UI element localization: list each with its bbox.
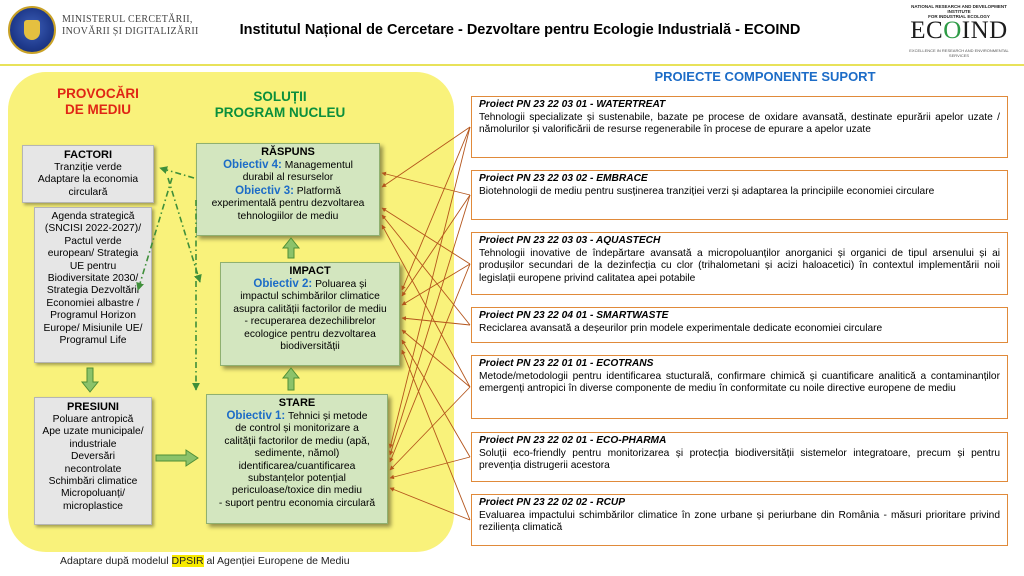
box-heading: FACTORI — [63, 149, 113, 161]
raspuns-to-factori-arrow — [160, 168, 194, 178]
box-line: Economiei albastre / — [46, 297, 140, 309]
box-line: biodiversității — [280, 341, 340, 353]
connector-eco-pharma-impact — [402, 340, 470, 457]
box-line: Strategia Dezvoltării — [46, 285, 140, 297]
box-line: Programul Life — [59, 335, 127, 347]
box-line: - suport pentru economia circulară — [218, 497, 376, 509]
box-line: european/ Strategia — [47, 248, 139, 260]
box-line: necontrolate — [64, 463, 122, 475]
ecoind-tagline-line: FOR INDUSTRIAL ECOLOGY — [928, 14, 990, 19]
objective-text: Managementul — [281, 160, 353, 171]
project-description: Tehnologii specializate și sustenabile, bazate pe procese de oxidare avansată, destinate epurării apelor uzate / nămolurilor și valorificării de resurse regenerabile în procese de epurare a apelor uzate — [479, 111, 1000, 135]
objective-label: Obiectiv 4: — [223, 159, 282, 171]
connector-aquastech-stare — [390, 264, 470, 462]
box-heading: RĂSPUNS — [261, 146, 315, 158]
box-line: Poluare antropică — [52, 414, 134, 425]
footer-text: Adaptare după modelul — [60, 555, 172, 567]
projects-title: PROIECTE COMPONENTE SUPORT — [654, 69, 876, 84]
ecoind-tagline-line: NATIONAL RESEARCH AND DEVELOPMENT INSTITUTE — [911, 4, 1007, 14]
connector-watertreat-impact — [402, 127, 470, 290]
box-line: Tranziție verde — [54, 162, 122, 173]
box-line: - recuperarea dezechilibrelor — [244, 316, 376, 328]
project-title: Proiect PN 23 22 02 01 - ECO-PHARMA — [479, 435, 667, 446]
footer-highlight: DPSIR — [171, 555, 204, 567]
project-description: Reciclarea avansată a deșeurilor prin modele experimentale dedicate economiei circulare — [479, 322, 883, 334]
box-line: substanțelor potențial — [248, 473, 346, 485]
connector-watertreat-raspuns — [382, 127, 470, 187]
objective-text: Poluarea și — [312, 279, 367, 290]
box-line: ecologice pentru dezvoltarea — [244, 328, 376, 340]
wordmark-part: O — [943, 17, 962, 44]
box-line: Schimbări climatice — [48, 476, 138, 488]
project-description: Evaluarea impactului schimbărilor climatice în zone urbane și periurbane din România - măsuri prioritare privind reziliența climatică — [479, 509, 1000, 533]
box-line: periculoase/toxice din mediu — [232, 485, 362, 497]
box-line: (SNCISI 2022-2027)/ — [44, 223, 142, 235]
connector-rcup-stare — [390, 488, 470, 520]
box-line: identificarea/cuantificarea — [238, 460, 356, 472]
box-heading: PRESIUNI — [67, 401, 119, 413]
impact-to-raspuns-arrow — [283, 238, 299, 258]
project-title: Proiect PN 23 22 03 03 - AQUASTECH — [479, 235, 661, 246]
title-line: SOLUȚII — [253, 89, 307, 104]
box-line: circulară — [68, 186, 108, 198]
box-line: Pactul verde — [64, 235, 122, 247]
wordmark-part: EC — [910, 17, 944, 44]
project-description: Biotehnologii de mediu pentru susținerea tranziției verzi și adaptarea la principiile economiei circulare — [479, 185, 935, 197]
title-line: PROGRAM NUCLEU — [214, 105, 346, 120]
project-connectors — [382, 127, 470, 520]
box-line: Adaptare la economia — [37, 174, 139, 186]
box-line: Micropoluanți/ — [60, 488, 126, 500]
connector-embrace-raspuns — [382, 173, 470, 195]
presiuni-to-stare-arrow — [156, 450, 198, 466]
box-line: industriale — [69, 438, 117, 450]
connector-aquastech-impact — [402, 264, 470, 305]
project-title: Proiect PN 23 22 03 01 - WATERTREAT — [479, 99, 666, 110]
box-line: sedimente, nămol) — [254, 448, 340, 460]
agenda-to-presiuni-arrow — [82, 368, 98, 392]
box-line: asupra calității factorilor de mediu — [233, 303, 387, 315]
ministry-line: INOVĂRII ȘI DIGITALIZĂRII — [62, 26, 199, 37]
objective-label: Obiectiv 3: — [235, 184, 294, 197]
project-description: Soluții eco-friendly pentru monitorizarea și protecția biodiversității sistemelor integratoare, precum și pentru prevenția distrugerii acestora — [479, 447, 1000, 471]
box-heading: STARE — [278, 397, 316, 409]
wordmark-part: IND — [961, 17, 1008, 44]
box-line: durabil al resurselor — [242, 172, 334, 184]
connector-aquastech-raspuns — [382, 208, 470, 264]
objective-text: Platformă — [293, 185, 341, 197]
box-line: UE pentru — [69, 260, 117, 272]
footer-text: al Agenției Europene de Mediu — [203, 555, 350, 567]
connector-embrace-stare — [390, 195, 470, 455]
project-title: Proiect PN 23 22 04 01 - SMARTWASTE — [479, 310, 669, 321]
project-description: Metode/metodologii pentru identificarea stucturală, confirmare chimică și cuantificare analitică a contaminanților emergenți antropici în diverse componente de mediu în conformitate cu noile directive europene de mediu — [479, 370, 1000, 394]
box-line: Agenda strategică — [51, 211, 135, 222]
ministry-line: MINISTERUL CERCETĂRII, — [62, 14, 193, 25]
objective-text: Tehnici și metode — [285, 411, 368, 422]
box-line: Deversări — [70, 451, 116, 463]
box-line: impactul schimbărilor climatice — [240, 291, 380, 303]
connector-ecotrans-raspuns — [382, 225, 470, 387]
box-line: calității factorilor de mediu (apă, — [224, 435, 370, 447]
box-line: Programul Horizon — [50, 310, 136, 322]
connector-eco-pharma-stare — [390, 457, 470, 478]
title-line: PROVOCĂRI — [57, 86, 139, 101]
project-description: Tehnologii inovative de îndepărtare avansată a micropoluanților anorganici și organici de tipul arsenului și ai produșilor secundari de la dezinfecția cu clor (trihalometani și acizi haloacetici) în contextul implementării noii legislații europene privind calitatea apei potabile — [479, 247, 1000, 284]
connector-rcup-impact — [402, 350, 470, 520]
box-line: Europe/ Misiunile UE/ — [43, 322, 143, 334]
project-title: Proiect PN 23 22 03 02 - EMBRACE — [479, 173, 648, 184]
page-title: Institutul Național de Cercetare - Dezvoltare pentru Ecologie Industrială - ECOIND — [239, 22, 801, 38]
box-line: Ape uzate municipale/ — [42, 426, 144, 438]
project-title: Proiect PN 23 22 01 01 - ECOTRANS — [479, 358, 654, 369]
objective-label: Obiectiv 1: — [226, 410, 286, 422]
box-line: Biodiversitate 2030/ — [47, 273, 139, 285]
box-line: tehnologiilor de mediu — [237, 210, 339, 222]
title-line: DE MEDIU — [64, 102, 131, 117]
raspuns-to-agenda-arrow — [138, 178, 172, 290]
box-heading: IMPACT — [289, 265, 331, 277]
box-line: microplastice — [62, 500, 124, 512]
ecoind-tagline-bottom: EXCELLENCE IN RESEARCH AND ENVIRONMENTAL SERVICES — [909, 48, 1009, 58]
footer-note — [60, 555, 350, 567]
dpsir-flow-arrows — [82, 238, 299, 466]
objective-label: Obiectiv 2: — [253, 278, 313, 290]
box-line: de control și monitorizare a — [235, 423, 359, 435]
project-title: Proiect PN 23 22 02 02 - RCUP — [479, 497, 626, 508]
stare-to-impact-arrow — [283, 368, 299, 390]
feedback-arrows — [138, 168, 200, 390]
box-line: experimentală pentru dezvoltarea — [211, 198, 365, 210]
